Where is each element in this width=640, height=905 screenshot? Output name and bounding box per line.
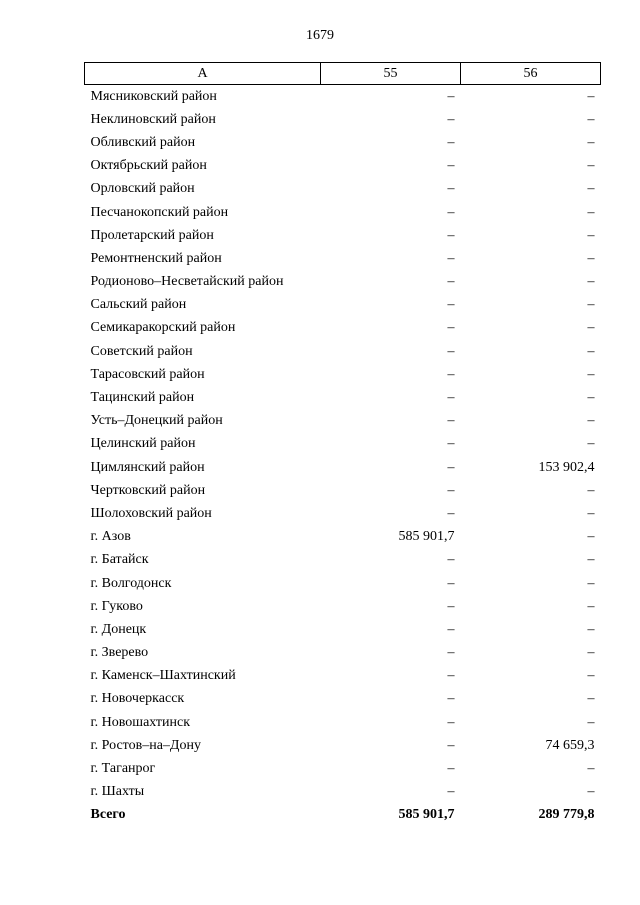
row-name-cell: Мясниковский район xyxy=(90,88,217,104)
table-row xyxy=(85,317,601,340)
row-value-56-cell: – xyxy=(587,111,595,127)
row-name-cell: г. Шахты xyxy=(90,784,145,800)
row-name-cell: Всего xyxy=(90,807,126,823)
row-value-56-cell: – xyxy=(587,598,595,614)
table-header-row xyxy=(85,63,601,85)
row-value-55-cell: – xyxy=(447,227,455,243)
row-value-56-cell: – xyxy=(587,436,595,452)
table-row xyxy=(85,595,601,618)
table-row xyxy=(85,363,601,386)
table-row xyxy=(85,340,601,363)
table-row xyxy=(85,201,601,224)
row-value-56-cell: – xyxy=(587,482,595,498)
table-row xyxy=(85,757,601,780)
row-value-55-cell: – xyxy=(447,436,455,452)
page-number: 1679 xyxy=(306,28,334,43)
row-value-56-cell: – xyxy=(587,784,595,800)
table-row xyxy=(85,781,601,804)
table-row xyxy=(85,642,601,665)
table-row xyxy=(85,734,601,757)
row-name-cell: г. Новошахтинск xyxy=(90,714,191,730)
total-row xyxy=(85,804,601,827)
row-name-cell: г. Волгодонск xyxy=(90,575,172,591)
row-value-55-cell: – xyxy=(447,645,455,661)
table-row xyxy=(85,526,601,549)
row-value-55-cell: – xyxy=(447,390,455,406)
row-value-55-cell: – xyxy=(447,274,455,290)
row-name-cell: Сальский район xyxy=(90,297,187,313)
table-row xyxy=(85,294,601,317)
row-value-56-cell: – xyxy=(587,227,595,243)
row-name-cell: Целинский район xyxy=(90,436,196,452)
row-value-55-cell: – xyxy=(447,691,455,707)
row-name-cell: Цимлянский район xyxy=(90,459,205,475)
table-row xyxy=(85,178,601,201)
row-value-55-cell: – xyxy=(447,737,455,753)
table-row xyxy=(85,85,601,109)
row-value-56-cell: – xyxy=(587,413,595,429)
row-value-55-cell: – xyxy=(447,598,455,614)
row-value-56-cell: 153 902,4 xyxy=(538,459,595,475)
row-name-cell: Орловский район xyxy=(90,181,195,197)
table-row xyxy=(85,456,601,479)
row-value-56-cell: – xyxy=(587,88,595,104)
table-row xyxy=(85,572,601,595)
row-name-cell: Тацинский район xyxy=(90,390,195,406)
table-row xyxy=(85,131,601,154)
row-value-55-cell: – xyxy=(447,250,455,266)
row-value-55-cell: – xyxy=(447,714,455,730)
row-value-55-cell: – xyxy=(447,552,455,568)
row-value-56-cell: – xyxy=(587,529,595,545)
row-value-56-cell: – xyxy=(587,320,595,336)
table-row xyxy=(85,665,601,688)
row-value-56-cell: – xyxy=(587,297,595,313)
table-row xyxy=(85,711,601,734)
row-name-cell: Семикаракорский район xyxy=(90,320,236,336)
table-row xyxy=(85,386,601,409)
row-value-55-cell: – xyxy=(447,158,455,174)
table-row xyxy=(85,549,601,572)
row-value-55-cell: – xyxy=(447,505,455,521)
row-name-cell: Усть–Донецкий район xyxy=(90,413,223,429)
row-value-56-cell: – xyxy=(587,505,595,521)
row-value-55-cell: – xyxy=(447,459,455,475)
row-name-cell: г. Каменск–Шахтинский xyxy=(90,668,236,684)
row-value-55-cell: – xyxy=(447,134,455,150)
table-row xyxy=(85,688,601,711)
row-value-56-cell: – xyxy=(587,158,595,174)
row-name-cell: Песчанокопский район xyxy=(90,204,229,220)
row-value-55-cell: – xyxy=(447,761,455,777)
table-row xyxy=(85,155,601,178)
row-value-56-cell: – xyxy=(587,181,595,197)
row-name-cell: Родионово–Несветайский район xyxy=(90,274,284,290)
row-name-cell: Чертковский район xyxy=(90,482,206,498)
row-value-56-cell: – xyxy=(587,552,595,568)
row-value-55-cell: – xyxy=(447,111,455,127)
row-name-cell: Пролетарский район xyxy=(90,227,214,243)
row-name-cell: г. Зверево xyxy=(90,645,149,661)
table-row xyxy=(85,247,601,270)
row-name-cell: Советский район xyxy=(90,343,193,359)
row-name-cell: г. Гуково xyxy=(90,598,143,614)
row-value-56-cell: 74 659,3 xyxy=(545,737,595,753)
row-value-56-cell: 289 779,8 xyxy=(538,807,595,823)
row-name-cell: Тарасовский район xyxy=(90,366,205,382)
table-row xyxy=(85,502,601,525)
table-row xyxy=(85,618,601,641)
row-value-55-cell: – xyxy=(447,413,455,429)
row-value-55-cell: – xyxy=(447,784,455,800)
table-row xyxy=(85,271,601,294)
row-value-55-cell: – xyxy=(447,204,455,220)
row-value-55-cell: – xyxy=(447,343,455,359)
row-value-56-cell: – xyxy=(587,204,595,220)
row-value-56-cell: – xyxy=(587,714,595,730)
data-table xyxy=(84,62,601,827)
row-name-cell: Ремонтненский район xyxy=(90,250,222,266)
row-value-55-cell: – xyxy=(447,320,455,336)
table-row xyxy=(85,479,601,502)
row-value-56-cell: – xyxy=(587,645,595,661)
row-name-cell: Неклиновский район xyxy=(90,111,216,127)
column-header-56: 56 xyxy=(461,63,601,85)
row-value-55-cell: 585 901,7 xyxy=(398,807,455,823)
row-value-55-cell: – xyxy=(447,88,455,104)
row-name-cell: Октябрьский район xyxy=(90,158,207,174)
column-header-a: А xyxy=(85,63,321,85)
row-value-56-cell: – xyxy=(587,691,595,707)
row-value-56-cell: – xyxy=(587,366,595,382)
row-value-55-cell: – xyxy=(447,621,455,637)
row-value-56-cell: – xyxy=(587,250,595,266)
column-header-55: 55 xyxy=(321,63,461,85)
row-value-56-cell: – xyxy=(587,390,595,406)
row-name-cell: г. Азов xyxy=(90,529,131,545)
row-value-56-cell: – xyxy=(587,761,595,777)
row-value-56-cell: – xyxy=(587,621,595,637)
row-value-56-cell: – xyxy=(587,134,595,150)
row-value-56-cell: – xyxy=(587,575,595,591)
table-row xyxy=(85,224,601,247)
table-row xyxy=(85,433,601,456)
row-name-cell: Обливский район xyxy=(90,134,196,150)
row-name-cell: г. Батайск xyxy=(90,552,149,568)
row-value-55-cell: 585 901,7 xyxy=(398,529,455,545)
row-name-cell: Шолоховский район xyxy=(90,505,212,521)
row-name-cell: г. Ростов–на–Дону xyxy=(90,737,201,753)
row-value-55-cell: – xyxy=(447,181,455,197)
row-value-56-cell: – xyxy=(587,668,595,684)
row-name-cell: г. Новочеркасск xyxy=(90,691,185,707)
row-name-cell: г. Таганрог xyxy=(90,761,156,777)
table-row xyxy=(85,108,601,131)
row-value-55-cell: – xyxy=(447,482,455,498)
row-name-cell: г. Донецк xyxy=(90,621,147,637)
row-value-56-cell: – xyxy=(587,274,595,290)
row-value-55-cell: – xyxy=(447,297,455,313)
row-value-55-cell: – xyxy=(447,575,455,591)
row-value-55-cell: – xyxy=(447,668,455,684)
table-row xyxy=(85,410,601,433)
table-body xyxy=(85,85,601,828)
row-value-56-cell: – xyxy=(587,343,595,359)
row-value-55-cell: – xyxy=(447,366,455,382)
